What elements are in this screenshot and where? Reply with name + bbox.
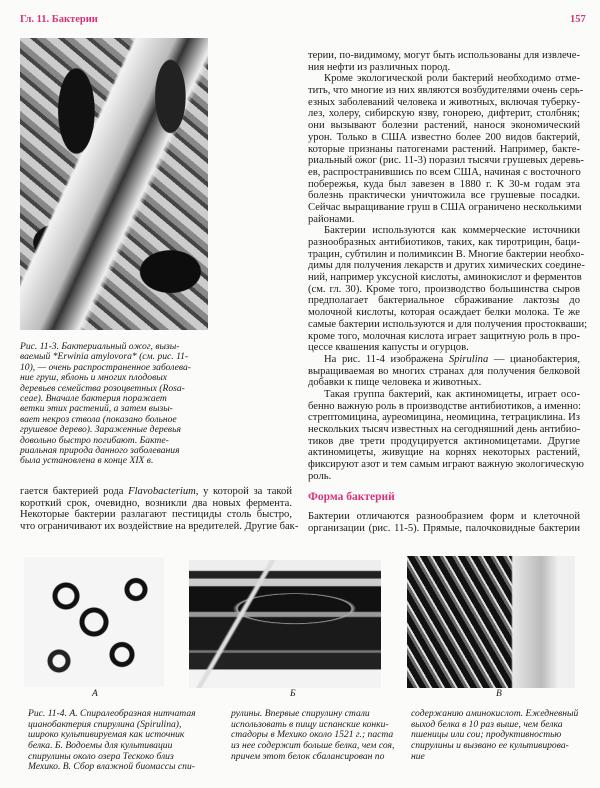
text-line: разнообразных антибиотиков, таких, как тиротрицин, баци- — [308, 237, 580, 248]
text-line: районами. — [308, 213, 355, 225]
figure-11-3-caption — [20, 342, 200, 467]
caption-line: спирулины около озера Тескоко близ — [28, 750, 174, 762]
figure-11-4-caption-col1 — [28, 709, 208, 773]
figure-11-4-caption-col3 — [411, 709, 591, 762]
figure-11-4-caption-col2 — [231, 709, 411, 762]
caption-line: деревьев семейства розоцветных (Rosa- — [20, 382, 185, 394]
caption-line: выход белка в 10 раз выше, чем белка — [411, 718, 563, 730]
text-line: которые признаны патогенами растений. Например, бакте- — [308, 143, 580, 155]
text-line: короткий срок, очевидно, возникли два новых фермента. — [20, 497, 292, 509]
left-column-text — [20, 486, 299, 533]
figure-11-4v-photo — [407, 556, 575, 688]
text-line: ний, например уксусной кислоты, аминокислот и ферментов — [308, 272, 582, 284]
section-heading: Форма бактерий — [308, 491, 395, 503]
text-line: тить, что многие из них являются возбудителями очень серь- — [308, 85, 584, 97]
caption-line: Рис. 11-3. Бактериальный ожог, вызы- — [20, 341, 180, 352]
text-line: предполагает бактериальное сбраживание лактозы до — [308, 295, 580, 307]
text-line: На рис. 11-4 изображена Spirulina — цианобактерия, — [324, 353, 580, 365]
chapter-header: Гл. 11. Бактерии — [20, 14, 98, 25]
text-line: димы для получения лекарств и других химических соедине- — [308, 260, 585, 272]
caption-line: ветки этих растений, а затем вызы- — [20, 403, 173, 415]
text-line: урон. Только в США известно более 200 видов бактерий, — [308, 131, 580, 143]
text-line: Бактерии отличаются разнообразием форм и клеточной — [308, 511, 580, 522]
text-line: роль. — [308, 470, 332, 482]
text-line: терии, по-видимому, могут быть использованы для извлече- — [308, 50, 580, 61]
caption-line: спирулины и вызвано ее культивирова- — [411, 740, 569, 752]
caption-line: Мехико. В. Сбор влажной биомассы спи- — [28, 761, 195, 773]
text-line: гается бактерией рода Flavobacterium, у которой за такой — [20, 486, 292, 497]
text-line: нескольких тысяч известных на сегодняшний день антибио- — [308, 424, 581, 435]
caption-line: содержанию аминокислот. Ежедневный — [411, 708, 579, 719]
caption-line: рулины. Впервые спирулину стали — [231, 708, 370, 719]
text-line: Сейчас выращивание груш в США ограничено несколькими — [308, 201, 582, 213]
caption-line: ceae). Вначале бактерия поражает — [20, 392, 167, 404]
text-line: фиксируют азот и тем самым играют важную экологическую — [308, 459, 584, 471]
text-line: тиков две трети продуцируется актиномицетами. Другие — [308, 435, 580, 447]
text-line: ев, распространившись по всем США, начиная с восточного — [308, 166, 581, 178]
text-line: Такая группа бактерий, как актиномицеты, играет осо- — [324, 388, 580, 400]
text-line: актиномицеты, живущие на корнях некоторых растений, — [308, 447, 580, 459]
text-line: (см. гл. 30). Кроме того, производство большинства сыров — [308, 283, 580, 295]
text-line: цессе квашения капусты и огурцов. — [308, 342, 469, 354]
text-line: выращиваемая во многих странах для получения белковой — [308, 365, 580, 377]
text-line: стрептомицина, ауреомицина, неомицина, тетрациклина. Из — [308, 412, 580, 424]
caption-line: ние груш, яблонь и многих плодовых — [20, 372, 167, 384]
caption-line: Рис. 11-4. А. Спиралеобразная нитчатая — [28, 708, 196, 719]
caption-line: цианобактерия спирулина (Spirulina), — [28, 718, 182, 730]
caption-line: причем этот белок сбалансирован по — [231, 750, 385, 762]
text-line: ния нефти из различных пород. — [308, 61, 451, 73]
caption-line: была установлена в конце XIX в. — [20, 455, 154, 467]
caption-line: использовать в пищу испанские конки- — [231, 718, 389, 730]
text-line: молочной кислоты, которая осаждает белки молока. Те же — [308, 307, 580, 319]
caption-line: довольно быстро погибают. Бакте- — [20, 434, 169, 446]
text-line: Бактерии используются как коммерческие источники — [324, 225, 580, 237]
text-line: бенно важную роль в производстве антибиотиков, а именно: — [308, 400, 581, 412]
text-line: езных заболеваний человека и животных, включая туберку- — [308, 96, 580, 108]
panel-label-b: Б — [290, 689, 296, 699]
text-line: Некоторые бактерии разлагают пестициды столь быстро, — [20, 509, 292, 521]
text-line: организации (рис. 11-5). Прямые, палочковидные бактерии — [308, 522, 580, 534]
panel-label-a: А — [92, 689, 98, 699]
text-line: добавки к пище человека и животных. — [308, 377, 482, 389]
caption-line: грушевое дерево). Зараженные деревья — [20, 424, 181, 436]
caption-line: вает некроз ствола (показано больное — [20, 413, 177, 425]
text-line: Кроме экологической роли бактерий необходимо отме- — [324, 73, 580, 85]
text-line: трацин, субтилин и полимиксин B. Многие бактерии необхо- — [308, 248, 584, 260]
caption-line: белка. Б. Водоемы для культивации — [28, 740, 173, 752]
right-column-text — [308, 50, 588, 482]
text-line: болезнь практически уничтожила все грушевые посадки. — [308, 190, 580, 202]
text-line: лез, холеру, сибирскую язву, гонорею, дифтерит, столбняк; — [308, 108, 580, 120]
caption-line: 10), — очень распространенное заболева- — [20, 361, 192, 373]
caption-line: риальная природа данного заболевания — [20, 444, 180, 456]
figure-11-3-photo — [20, 38, 208, 330]
text-line: кроме того, молочная кислота играет защитную роль в про- — [308, 330, 580, 342]
text-line: самые бактерии используются и для получения простокваши; — [308, 318, 588, 330]
text-line: они вызывают болезни растений, нанося экономический — [308, 120, 580, 132]
text-line: что ограничивают их воздействие на вредителей. Другие бак- — [20, 521, 299, 533]
caption-line: широко культивируемая как источник — [28, 729, 185, 741]
figure-11-4b-photo — [189, 560, 381, 688]
text-line: риальный ожог (рис. 11-3) поразил тысячи грушевых деревь- — [308, 155, 584, 167]
caption-line: из нее содержит больше белка, чем соя, — [231, 740, 395, 752]
caption-line: стадоры в Мехико около 1521 г.; паста — [231, 729, 394, 741]
caption-line: ваемый *Erwinia amylovora* (см. рис. 11- — [20, 351, 189, 363]
text-line: побережья, куда был завезен в 1880 г. К 30-м годам эта — [308, 178, 580, 190]
section-body-text — [308, 511, 580, 534]
caption-line: пшеницы или сои; продуктивностью — [411, 729, 562, 741]
page-number: 157 — [570, 14, 586, 25]
figure-11-4a-photo — [24, 557, 164, 687]
panel-label-v: В — [496, 689, 502, 699]
caption-line: ние — [411, 750, 425, 762]
